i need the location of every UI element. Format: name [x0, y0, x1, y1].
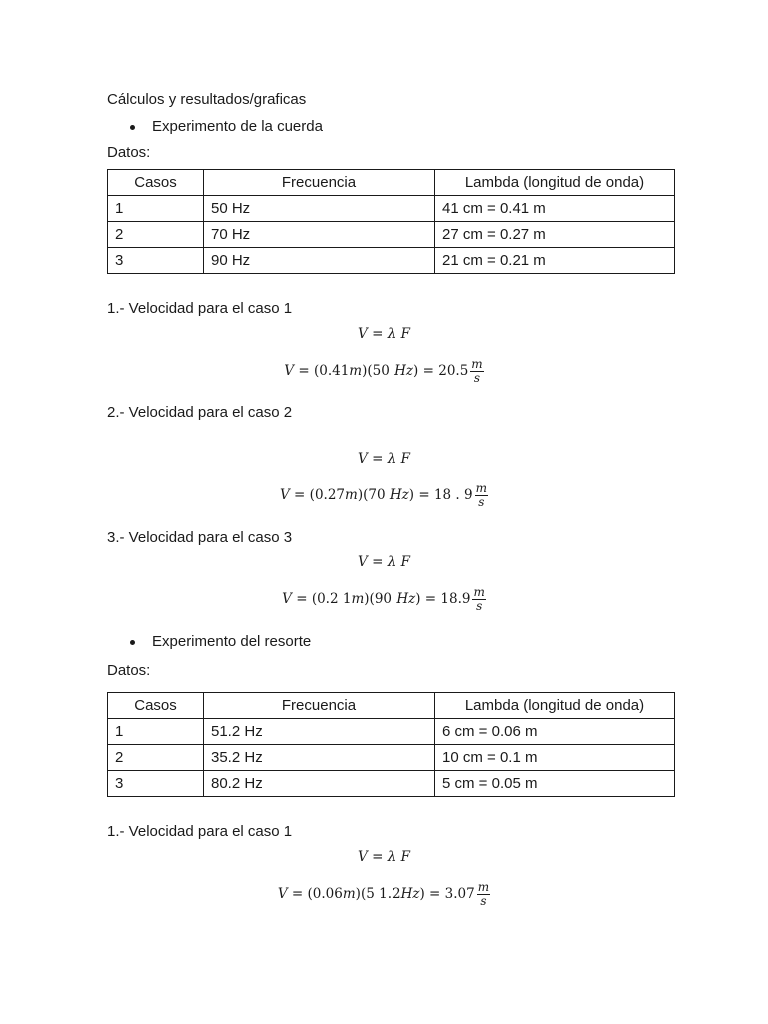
- table-row: [108, 745, 675, 771]
- formula-line: V = λ F: [358, 554, 410, 570]
- cell-caso: 1: [108, 196, 204, 222]
- datos-label: Datos:: [107, 144, 151, 161]
- cell-lambda: 41 cm = 0.41 m: [435, 196, 675, 222]
- result-line: V = (0.41m)(50 Hz) = 20.5 $\frac{m}{s}$: [284, 357, 483, 385]
- header-frecuencia: Frecuencia: [204, 170, 435, 196]
- formula-line: V = λ F: [358, 849, 410, 865]
- cell-lambda: 5 cm = 0.05 m: [435, 771, 675, 797]
- calc-label: 3.- Velocidad para el caso 3: [107, 529, 293, 546]
- unit-fraction: $\frac{m}{s}$: [471, 357, 483, 385]
- section-title-resorte: Experimento del resorte: [152, 633, 312, 650]
- cell-lambda: 10 cm = 0.1 m: [435, 745, 675, 771]
- table-header-row: [108, 693, 675, 719]
- datos-label: Datos:: [107, 662, 151, 679]
- cell-frecuencia: 70 Hz: [204, 222, 435, 248]
- page-heading: Cálculos y resultados/graficas: [107, 91, 307, 108]
- table-row: [108, 222, 675, 248]
- header-frecuencia: Frecuencia: [204, 693, 435, 719]
- cell-lambda: 21 cm = 0.21 m: [435, 248, 675, 274]
- cell-frecuencia: 51.2 Hz: [204, 719, 435, 745]
- unit-fraction: $\frac{m}{s}$: [477, 880, 490, 908]
- table-header-row: [108, 170, 675, 196]
- cell-caso: 1: [108, 719, 204, 745]
- cell-lambda: 27 cm = 0.27 m: [435, 222, 675, 248]
- table-row: [108, 719, 675, 745]
- table-row: [108, 248, 675, 274]
- data-table-cuerda: [107, 169, 675, 274]
- formula-line: V = λ F: [358, 326, 410, 342]
- result-line: V = (0.2 1m)(90 Hz) = 18.9 $\frac{m}{s}$: [282, 585, 485, 613]
- cell-caso: 2: [108, 222, 204, 248]
- header-lambda: Lambda (longitud de onda): [435, 170, 675, 196]
- calc-label: 1.- Velocidad para el caso 1: [107, 823, 293, 840]
- cell-caso: 2: [108, 745, 204, 771]
- unit-fraction: $\frac{m}{s}$: [475, 481, 487, 509]
- data-table-resorte: [107, 692, 675, 797]
- cell-caso: 3: [108, 771, 204, 797]
- bullet-icon: [130, 125, 135, 130]
- cell-frecuencia: 35.2 Hz: [204, 745, 435, 771]
- result-line: V = (0.27m)(70 Hz) = 18 . 9 $\frac{m}{s}$: [280, 481, 487, 509]
- result-line: V = (0.06m)(5 1.2Hz) = 3.07 $\frac{m}{s}$: [277, 880, 490, 908]
- formula-line: V = λ F: [358, 451, 410, 467]
- cell-caso: 3: [108, 248, 204, 274]
- cell-lambda: 6 cm = 0.06 m: [435, 719, 675, 745]
- bullet-icon: [130, 640, 135, 645]
- section-title-cuerda: Experimento de la cuerda: [152, 118, 323, 135]
- cell-frecuencia: 90 Hz: [204, 248, 435, 274]
- calc-label: 2.- Velocidad para el caso 2: [107, 404, 293, 421]
- calc-label: 1.- Velocidad para el caso 1: [107, 300, 293, 317]
- unit-fraction: $\frac{m}{s}$: [473, 585, 485, 613]
- header-lambda: Lambda (longitud de onda): [435, 693, 675, 719]
- table-row: [108, 196, 675, 222]
- cell-frecuencia: 80.2 Hz: [204, 771, 435, 797]
- cell-frecuencia: 50 Hz: [204, 196, 435, 222]
- header-casos: Casos: [108, 693, 204, 719]
- header-casos: Casos: [108, 170, 204, 196]
- table-row: [108, 771, 675, 797]
